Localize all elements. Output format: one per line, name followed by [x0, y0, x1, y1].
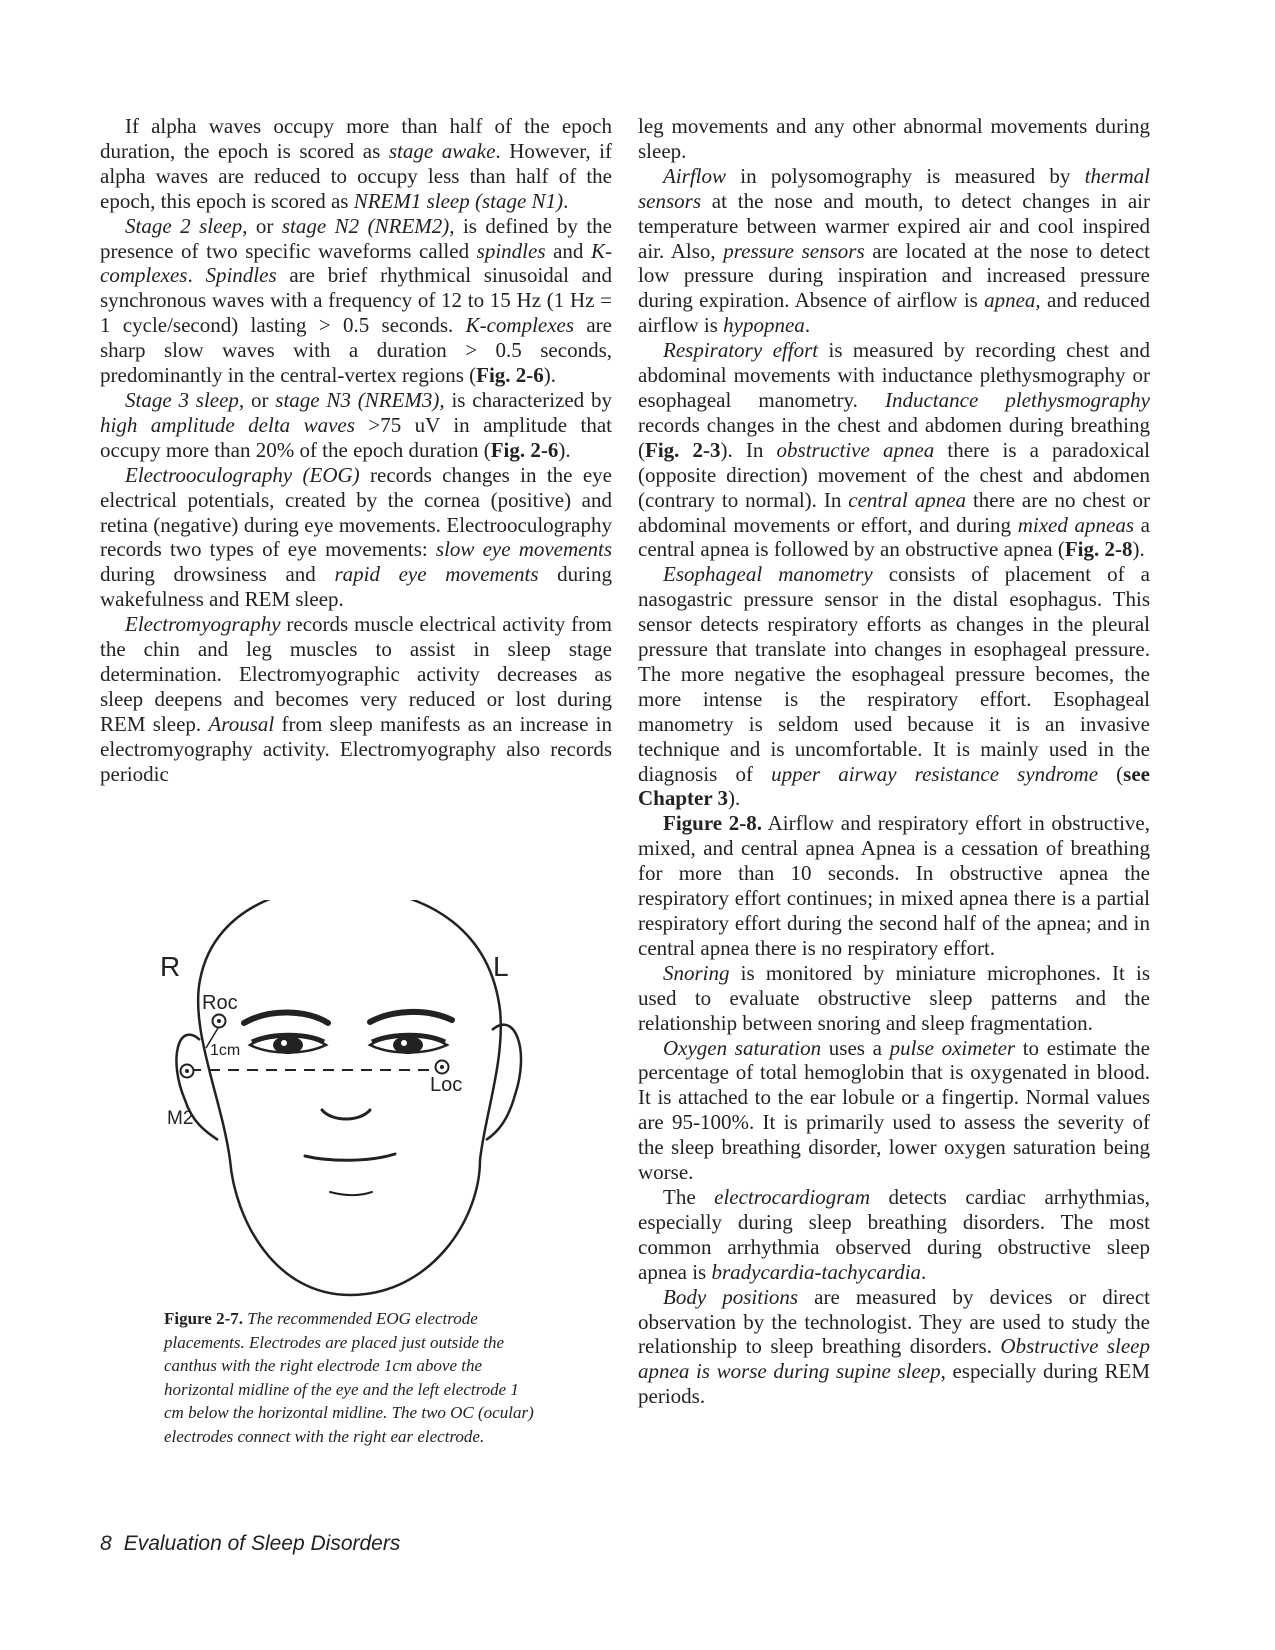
paragraph-airflow: Airflow in polysomography is measured by thermal sensors at the nose and mouth, to detect changes in air temperature between warmer expired air and cool inspired air. Also, pressure sensors are located at the nose to detect low pressure during inspiration and increased pressure during expiration. Absence of airflow is apnea, and reduced airflow is hypopnea. [638, 163, 1150, 338]
head-diagram [160, 900, 560, 1320]
paragraph-respiratory-effort: Respiratory effort is measured by recording chest and abdominal movements with inductance plethysmography or esophageal manometry. Inductance plethysmography records changes in the chest and abdomen during breathing (Fig. 2-3). In obstructive apnea there is a paradoxical (opposite direction) movement of the chest and abdomen (contrary to normal). In central apnea there are no chest or abdominal movements or effort, and during mixed apneas a central apnea is followed by an obstructive apnea (Fig. 2-8). [638, 338, 1150, 562]
paragraph-stage-3-sleep: Stage 3 sleep, or stage N3 (NREM3), is characterized by high amplitude delta waves >75 uV in amplitude that occupy more than 20% of the epoch duration (Fig. 2-6). [100, 387, 612, 462]
paragraph-leg-movements: leg movements and any other abnormal movements during sleep. [638, 114, 1150, 163]
paragraph-snoring: Snoring is monitored by miniature microphones. It is used to evaluate obstructive sleep patterns and the relationship between snoring and sleep fragmentation. [638, 960, 1150, 1035]
right-eyebrow [244, 1012, 328, 1023]
figure-reference: Fig. 2-6 [476, 363, 544, 388]
paragraph-esophageal-manometry: Esophageal manometry consists of placement of a nasogastric pressure sensor in the distal esophagus. This sensor detects respiratory efforts as changes in the pleural pressure that translate into changes in esophageal pressure. The more negative the esophageal pressure becomes, the more intense is the respiratory effort. Esophageal manometry is seldom used because it is an invasive technique and is uncomfortable. It is mainly used in the diagnosis of upper airway resistance syndrome (see Chapter 3). [638, 562, 1150, 811]
left-eye [370, 1035, 447, 1054]
figure-caption-label: Figure 2-7. [164, 1309, 244, 1328]
roc-electrode [213, 1015, 226, 1028]
figure-caption [164, 1307, 540, 1448]
left-ear [486, 1025, 521, 1140]
figure-caption-text: The recommended EOG electrode placements. Electrodes are placed just outside the canthus with the right electrode 1cm above the horizontal midline of the eye and the left electrode 1 cm below the horizontal midline. The two OC (ocular) electrodes connect with the right ear electrode. [164, 1309, 534, 1446]
paragraph-electromyography: Electromyography records muscle electrical activity from the chin and leg muscles to assist in sleep stage determination. Electromyographic activity decreases as sleep deepens and becomes very reduced or lost during REM sleep. Arousal from sleep manifests as an increase in electromyography activity. Electromyography also records periodic [100, 612, 613, 786]
running-title: Evaluation of Sleep Disorders [123, 1532, 401, 1555]
right-eye [250, 1035, 326, 1054]
figure-reference: Fig. 2-8 [1064, 537, 1133, 562]
left-eyebrow [370, 1012, 452, 1022]
paragraph-stage-2-sleep: Stage 2 sleep, or stage N2 (NREM2), is defined by the presence of two specific waveforms called spindles and K-complexes. Spindles are brief rhythmical sinusoidal and synchronous waves with a frequency of 12 to 15 Hz (1 Hz = 1 cycle/second) lasting > 0.5 seconds. K-complexes are sharp slow waves with a duration > 0.5 seconds, predominantly in the central-vertex regions (Fig. 2-6). [100, 213, 613, 388]
paragraph-oxygen-saturation: Oxygen saturation uses a pulse oximeter to estimate the percentage of total hemoglobin that is oxygenated in blood. It is attached to the ear lobule or a fingertip. Normal values are 95-100%. It is primarily used to assess the severity of the sleep breathing disorder, lower oxygen saturation being worse. [638, 1035, 1150, 1185]
chin [330, 1192, 372, 1195]
page-footer [100, 1532, 400, 1556]
chapter-reference: see Chapter 3 [638, 761, 1150, 811]
figure-reference: Fig. 2-3 [645, 437, 721, 462]
right-side-label: R [160, 951, 181, 982]
paragraph-electrocardiogram: The electrocardiogram detects cardiac arrhythmias, especially during sleep breathing disorders. The most common arrhythmia observed during obstructive sleep apnea is bradycardia-tachycardia. [638, 1184, 1150, 1284]
paragraph-figure-2-8: Figure 2-8. Airflow and respiratory effort in obstructive, mixed, and central apnea Apnea is a cessation of breathing for more than 10 seconds. In obstructive apnea the respiratory effort continues; in mixed apnea there is a partial respiratory effort during the second half of the apnea; and in central apnea there is no respiratory effort. [638, 811, 1150, 960]
paragraph-body-positions: Body positions are measured by devices or direct observation by the technologist. They are used to study the relationship to sleep breathing disorders. Obstructive sleep apnea is worse during supine sleep, especially during REM periods. [638, 1284, 1151, 1409]
nose [322, 1110, 370, 1119]
loc-electrode [436, 1061, 449, 1074]
paragraph-electrooculography: Electrooculography (EOG) records changes in the eye electrical potentials, created by the cornea (positive) and retina (negative) during eye movements. Electrooculography records two types of eye movements: slow eye movements during drowsiness and rapid eye movements during wakefulness and REM sleep. [100, 462, 612, 612]
right-column [638, 114, 1150, 1409]
paragraph-alpha-waves: If alpha waves occupy more than half of the epoch duration, the epoch is scored as stage awake. However, if alpha waves are reduced to occupy less than half of the epoch, this epoch is scored as NREM1 sleep (stage N1). [100, 114, 613, 213]
mouth [305, 1154, 395, 1160]
figure-reference: Fig. 2-6 [490, 437, 559, 462]
loc-label: Loc [430, 1074, 463, 1096]
m2-label: M2 [167, 1108, 194, 1129]
m2-electrode [181, 1065, 194, 1078]
left-column [100, 114, 612, 786]
roc-label: Roc [202, 992, 238, 1014]
eog-electrode-figure [160, 900, 560, 1320]
left-side-label: L [493, 951, 509, 982]
page-number: 8 [100, 1532, 112, 1555]
head-outline [198, 900, 501, 1295]
one-cm-label: 1cm [210, 1042, 241, 1059]
